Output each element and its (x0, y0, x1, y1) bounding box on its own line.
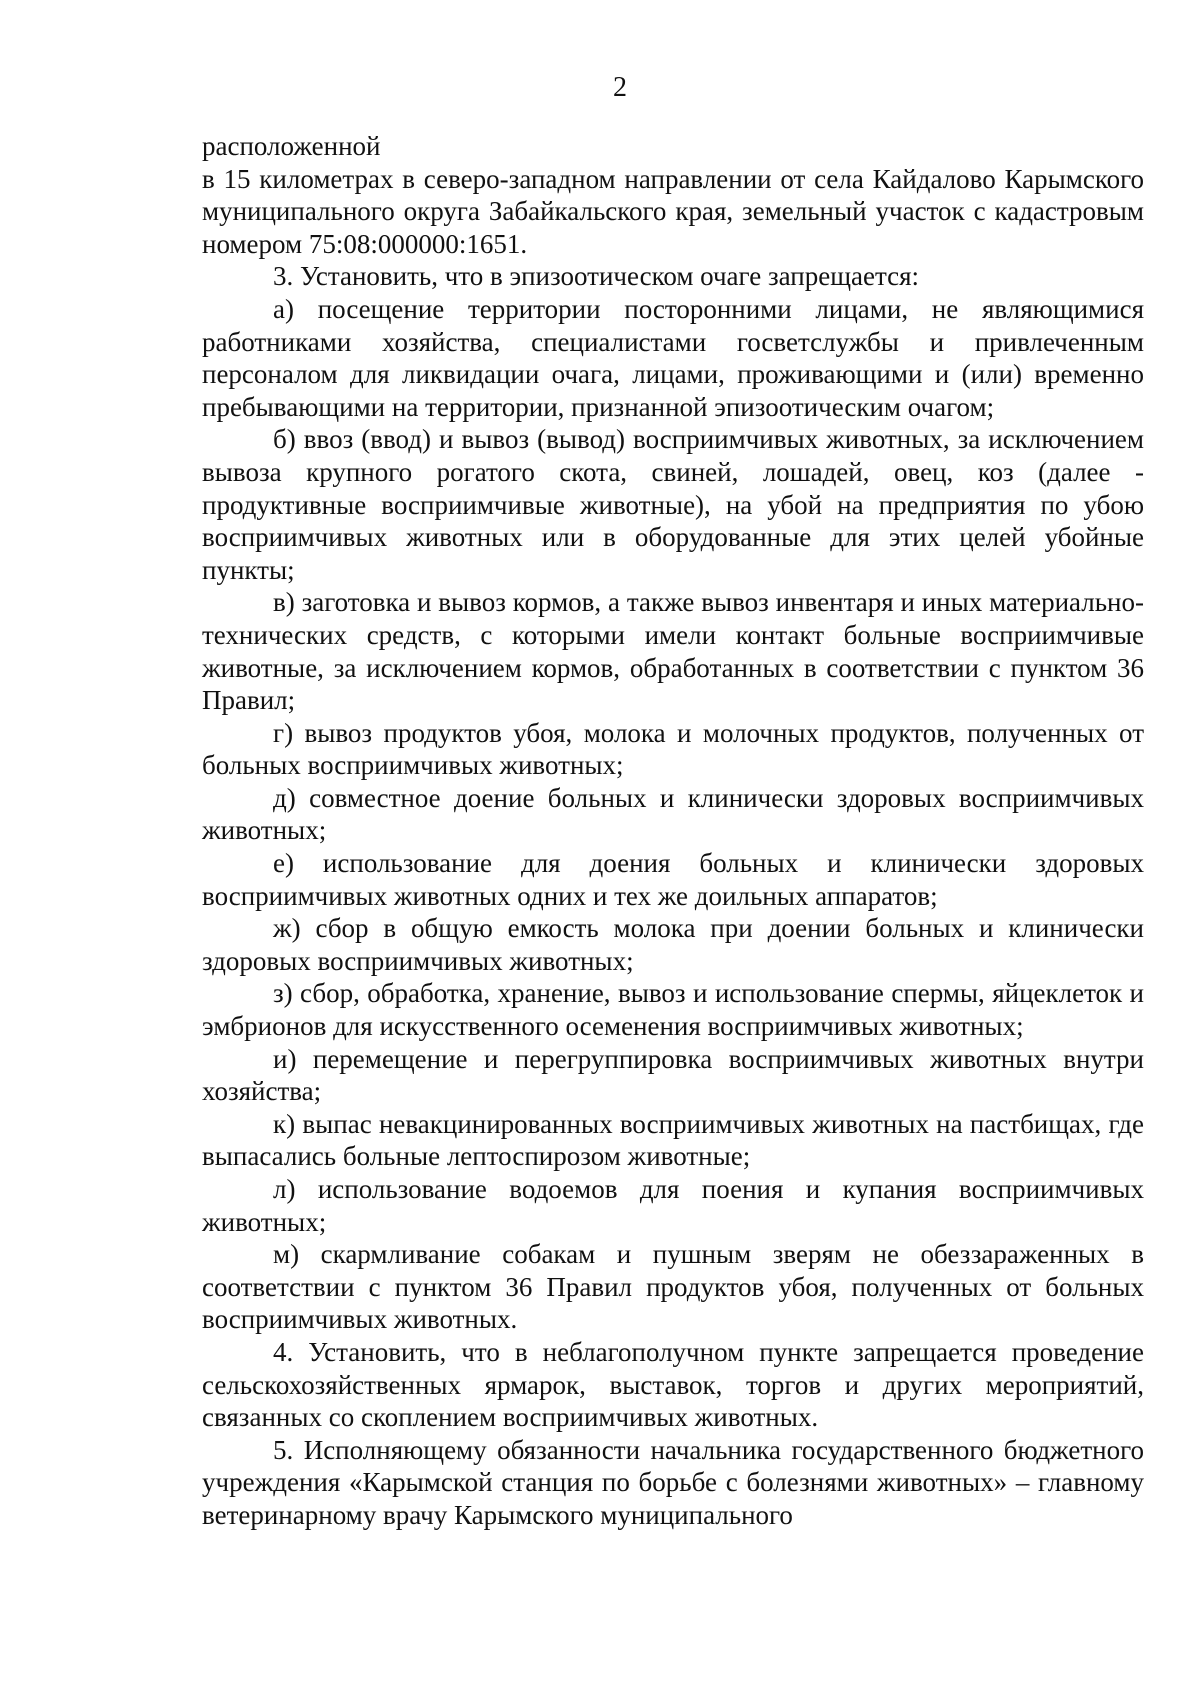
page-number: 2 (613, 72, 627, 103)
paragraph-item-3b: б) ввоз (ввод) и вывоз (вывод) восприимчивых животных, за исключением вывоза крупного рогатого скота, свиней, лошадей, овец, коз (далее - продуктивные восприимчивые животные), на убой на предприятия по убою восприимчивых животных или в оборудованные для этих целей убойные пункты; (202, 424, 1144, 585)
paragraph-item-3a: а) посещение территории посторонними лицами, не являющимися работниками хозяйства, специалистами госветслужбы и привлеченным персоналом для ликвидации очага, лицами, проживающими и (или) временно пребывающими на территории, признанной эпизоотическим очагом; (202, 293, 1144, 422)
paragraph-continuation: расположенной (202, 131, 381, 161)
paragraph-item-3v: в) заготовка и вывоз кормов, а также вывоз инвентаря и иных материально-технических средств, с которыми имели контакт больные восприимчивые животные, за исключением кормов, обработанных в соответствии с пунктом 36 Правил; (202, 587, 1144, 716)
paragraph-item-3m: м) скармливание собакам и пушным зверям не обеззараженных в соответствии с пунктом 36 Правил продуктов убоя, полученных от больных восприимчивых животных. (202, 1239, 1144, 1335)
paragraph-location: в 15 километрах в северо-западном направлении от села Кайдалово Карымского муниципального округа Забайкальского края, земельный участок с кадастровым номером 75:08:000000:1651. (202, 163, 1144, 259)
paragraph-item-3z: з) сбор, обработка, хранение, вывоз и использование спермы, яйцеклеток и эмбрионов для искусственного осеменения восприимчивых животных; (202, 978, 1144, 1042)
paragraph-item-3d: д) совместное доение больных и клинически здоровых восприимчивых животных; (202, 782, 1144, 846)
paragraph-item-3k: к) выпас невакцинированных восприимчивых животных на пастбищах, где выпасались больные лептоспирозом животные; (202, 1108, 1144, 1172)
paragraph-item-3g: г) вывоз продуктов убоя, молока и молочных продуктов, полученных от больных восприимчивых животных; (202, 717, 1144, 781)
paragraph-item-3: 3. Установить, что в эпизоотическом очаге запрещается: (273, 261, 920, 292)
paragraph-item-3l: л) использование водоемов для поения и купания восприимчивых животных; (202, 1174, 1144, 1237)
paragraph-item-3e: е) использование для доения больных и клинически здоровых восприимчивых животных одних и тех же доильных аппаратов; (202, 848, 1144, 911)
document-body (202, 130, 1144, 1532)
paragraph-item-4: 4. Установить, что в неблагополучном пункте запрещается проведение сельскохозяйственных ярмарок, выставок, торгов и других мероприятий, связанных со скоплением восприимчивых животных. (202, 1336, 1144, 1433)
paragraph-item-3zh: ж) сбор в общую емкость молока при доении больных и клинически здоровых восприимчивых животных; (202, 913, 1144, 976)
paragraph-item-5: 5. Исполняющему обязанности начальника государственного бюджетного учреждения «Карымской станция по борьбе с болезнями животных» – главному ветеринарному врачу Карымского муниципального (202, 1434, 1144, 1530)
paragraph-item-3i: и) перемещение и перегруппировка восприимчивых животных внутри хозяйства; (202, 1043, 1144, 1107)
